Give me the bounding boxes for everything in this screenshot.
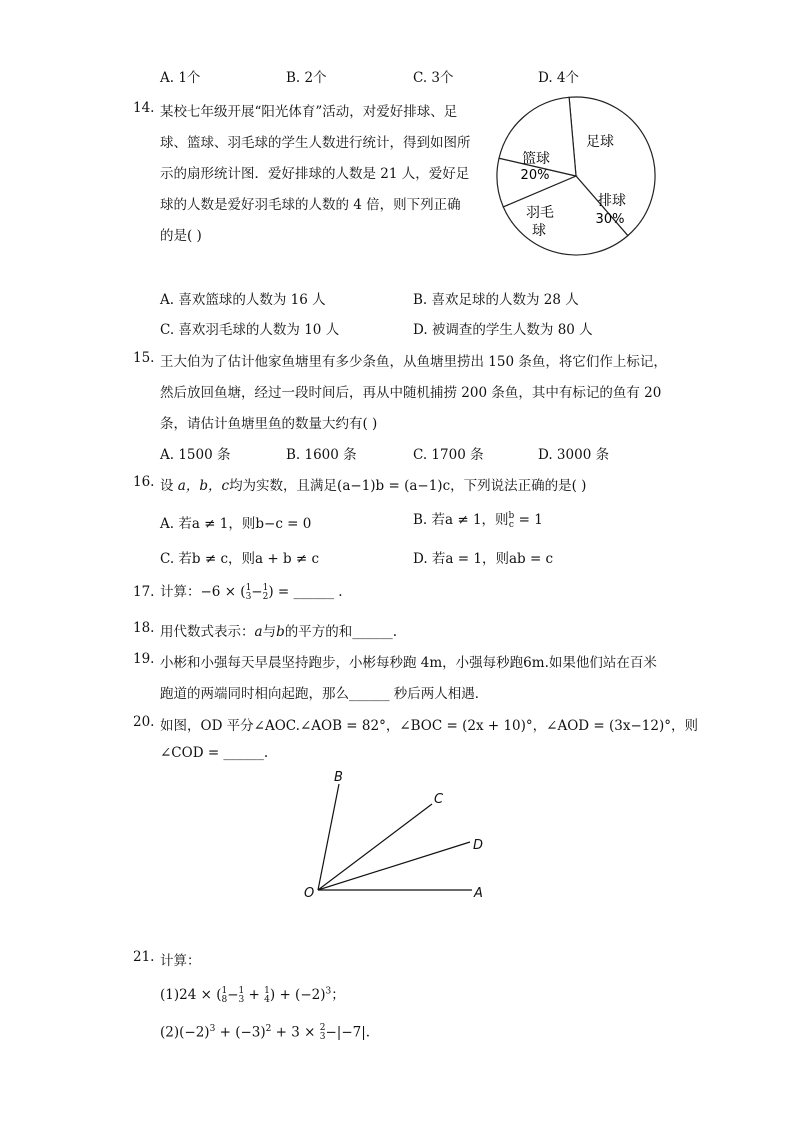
q20-stem-line: ∠COD = ______. <box>160 745 269 761</box>
pie-value-volleyball: 30% <box>595 212 625 227</box>
question-number: 18. <box>133 620 155 636</box>
label-b: B <box>334 770 343 785</box>
q16-option-c: C. 若b ≠ c，则a + b ≠ c <box>160 551 320 567</box>
q17-stem: 计算：−6 × ( 1 3 − 1 2 ) = ______ . <box>160 582 343 602</box>
q21-part-1: (1)24 × ( 1 8 − 1 3 + 1 4 ) + $(-2)^3$； <box>160 985 345 1005</box>
q15-stem-line: 然后放回鱼塘，经过一段时间后，再从中随机捕捞 200 条鱼，其中有标记的鱼有 20 <box>160 385 662 401</box>
q14-option-d: D. 被调查的学生人数为 80 人 <box>413 322 593 338</box>
q18-stem: 用代数式表示：a与b的平方的和______. <box>160 624 398 640</box>
pie-label-volleyball: 排球 <box>598 193 626 209</box>
q21-part-2: $(2)(-2)^3 + (-3)^2 + 3$ × 2 3 −|−7|. <box>160 1023 371 1042</box>
question-number: 15. <box>133 350 155 366</box>
q16-option-a: A. 若a ≠ 1，则b−c = 0 <box>160 516 312 532</box>
q16-option-b: B. 若a ≠ 1，则 b c = 1 <box>413 510 543 530</box>
q13-option-d: D. 4个 <box>538 70 580 86</box>
q13-option-c: C. 3个 <box>413 70 454 86</box>
pie-label-badminton-2: 球 <box>532 223 546 239</box>
q15-option-c: C. 1700 条 <box>413 447 484 463</box>
question-number: 14. <box>133 100 155 116</box>
question-number: 21. <box>133 949 155 965</box>
q19-stem-line: 跑道的两端同时相向起跑，那么______ 秒后两人相遇． <box>160 686 489 702</box>
q20-stem-line: 如图，OD 平分∠AOC.∠AOB = 82°，∠BOC = (2x + 10)°，∠AOD = (3x−12)°，则 <box>160 718 698 734</box>
q13-option-b: B. 2个 <box>286 70 327 86</box>
label-a: A <box>474 886 483 901</box>
angle-diagram <box>296 766 496 906</box>
ray-ob <box>318 784 339 890</box>
pie-label-basketball: 篮球 <box>522 151 550 167</box>
pie-label-football: 足球 <box>586 134 614 150</box>
q21-title: 计算： <box>160 953 201 969</box>
q15-option-d: D. 3000 条 <box>538 447 610 463</box>
q14-stem-line: 球的人数是爱好羽毛球的人数的 4 倍，则下列正确 <box>160 197 461 213</box>
q14-option-c: C. 喜欢羽毛球的人数为 10 人 <box>160 322 340 338</box>
q14-option-a: A. 喜欢篮球的人数为 16 人 <box>160 292 326 308</box>
question-number: 20. <box>133 714 155 730</box>
question-number: 19. <box>133 651 155 667</box>
q14-stem-line: 某校七年级开展“阳光体育”活动，对爱好排球、足 <box>160 104 458 120</box>
label-d: D <box>473 838 484 853</box>
q15-stem-line: 王大伯为了估计他家鱼塘里有多少条鱼，从鱼塘里捞出 150 条鱼，将它们作上标记， <box>160 354 667 370</box>
ray-oc <box>318 804 432 890</box>
q15-stem-line: 条，请估计鱼塘里鱼的数量大约有( ) <box>160 416 378 432</box>
label-c: C <box>434 792 444 807</box>
q14-stem-line: 的是( ) <box>160 228 202 244</box>
q16-stem: 设 a，b，c均为实数，且满足(a−1)b = (a−1)c，下列说法正确的是( ) <box>160 478 587 494</box>
label-o: O <box>304 886 315 901</box>
q14-stem-line: 球、篮球、羽毛球的学生人数进行统计，得到如图所 <box>160 135 471 151</box>
q14-option-b: B. 喜欢足球的人数为 28 人 <box>413 292 579 308</box>
question-number: 17. <box>133 584 155 600</box>
ray-od <box>318 842 470 890</box>
question-number: 16. <box>133 474 155 490</box>
q13-option-a: A. 1个 <box>160 70 201 86</box>
q15-option-a: A. 1500 条 <box>160 447 231 463</box>
q16-option-d: D. 若a = 1，则ab = c <box>413 551 554 567</box>
q14-stem-line: 示的扇形统计图．爱好排球的人数是 21 人，爱好足 <box>160 166 470 182</box>
q19-stem-line: 小彬和小强每天早晨坚持跑步，小彬每秒跑 4m，小强每秒跑6m.如果他们站在百米 <box>160 655 657 671</box>
q15-option-b: B. 1600 条 <box>286 447 357 463</box>
pie-value-basketball: 20% <box>520 168 550 183</box>
pie-label-badminton-1: 羽毛 <box>526 205 554 221</box>
pie-chart <box>494 95 666 259</box>
